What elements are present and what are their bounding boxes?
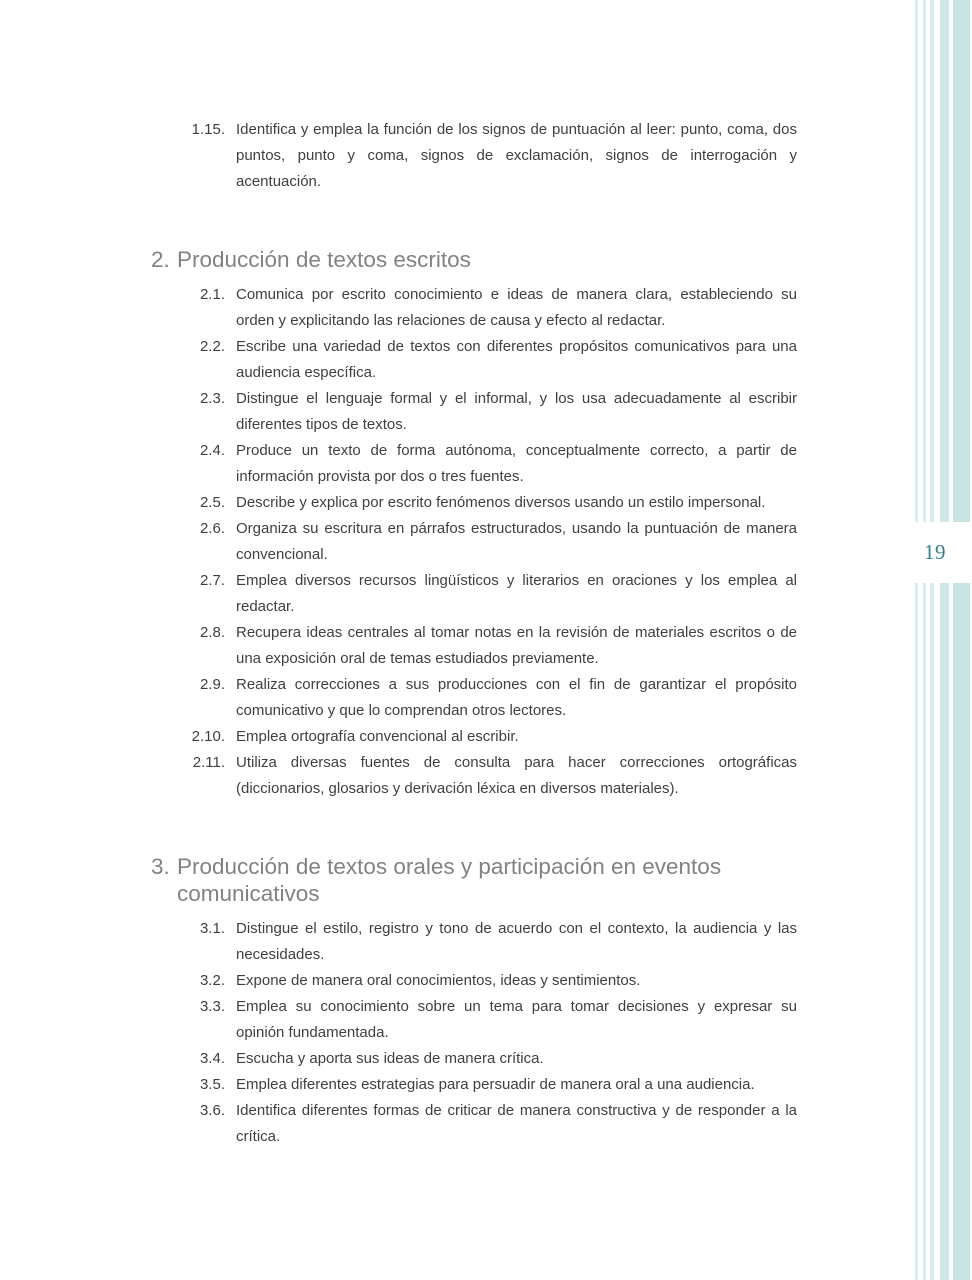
item-number: 3.2. <box>199 972 225 989</box>
item-number: 2.5. <box>199 494 225 511</box>
list-item <box>129 994 829 1046</box>
list-item <box>129 568 829 620</box>
item-number: 2.2. <box>199 338 225 355</box>
item-number: 2.9. <box>199 676 225 693</box>
stripe-medium <box>940 0 949 1280</box>
stripe-thin-3 <box>930 0 934 1280</box>
item-text: Emplea ortografía convencional al escribir. <box>236 728 519 745</box>
item-number: 2.1. <box>199 286 225 303</box>
item-number: 2.11. <box>192 754 225 771</box>
item-text: Produce un texto de forma autónoma, conceptualmente correcto, a partir de información provista por dos o tres fuentes. <box>236 442 797 485</box>
item-text: Escribe una variedad de textos con diferentes propósitos comunicativos para una audiencia específica. <box>236 338 797 381</box>
section-heading <box>129 853 829 907</box>
list-item <box>129 1046 829 1072</box>
item-text: Describe y explica por escrito fenómenos diversos usando un estilo impersonal. <box>236 494 766 511</box>
item-number: 2.8. <box>199 624 225 641</box>
item-text: Distingue el estilo, registro y tono de acuerdo con el contexto, la audiencia y las necesidades. <box>236 920 797 963</box>
section-title: Producción de textos escritos <box>177 247 471 272</box>
item-number: 3.1. <box>199 920 225 937</box>
list-item <box>129 386 829 438</box>
item-text: Distingue el lenguaje formal y el informal, y los usa adecuadamente al escribir diferentes tipos de textos. <box>236 390 797 433</box>
list-item <box>129 1072 829 1098</box>
list-item <box>129 282 829 334</box>
section-number: 2. <box>151 247 170 272</box>
item-text: Emplea diversos recursos lingüísticos y literarios en oraciones y los emplea al redactar. <box>236 572 797 615</box>
item-number: 1.15. <box>191 121 225 138</box>
section-number: 3. <box>151 854 170 879</box>
list-item <box>129 490 829 516</box>
item-text: Expone de manera oral conocimientos, ideas y sentimientos. <box>236 972 641 989</box>
item-number: 3.3. <box>199 998 225 1015</box>
item-text: Realiza correcciones a sus producciones con el fin de garantizar el propósito comunicativo y que lo comprendan otros lectores. <box>236 676 797 719</box>
section-title: Producción de textos orales y participación en eventos comunicativos <box>177 854 722 906</box>
list-item <box>129 750 829 802</box>
item-text: Organiza su escritura en párrafos estructurados, usando la puntuación de manera convencional. <box>236 520 797 563</box>
page-number-box <box>898 522 972 583</box>
list-item <box>129 117 829 195</box>
item-number: 2.7. <box>199 572 225 589</box>
item-number: 2.4. <box>199 442 225 459</box>
item-text: Recupera ideas centrales al tomar notas en la revisión de materiales escritos o de una exposición oral de temas estudiados previamente. <box>236 624 797 667</box>
list-item <box>129 968 829 994</box>
item-number: 2.3. <box>199 390 225 407</box>
document-content <box>129 117 829 1150</box>
list-item <box>129 724 829 750</box>
list-item <box>129 916 829 968</box>
list-item <box>129 1098 829 1150</box>
list-item <box>129 438 829 490</box>
item-text: Utiliza diversas fuentes de consulta para hacer correcciones ortográficas (diccionarios, glosarios y derivación léxica en diversos materiales). <box>236 754 797 797</box>
section-heading <box>129 246 829 273</box>
list-item <box>129 620 829 672</box>
item-text: Emplea diferentes estrategias para persuadir de manera oral a una audiencia. <box>236 1076 755 1093</box>
item-number: 3.5. <box>199 1076 225 1093</box>
item-number: 3.6. <box>199 1102 225 1119</box>
item-number: 3.4. <box>199 1050 225 1067</box>
item-text: Identifica diferentes formas de criticar de manera constructiva y de responder a la crítica. <box>236 1102 797 1145</box>
item-text: Comunica por escrito conocimiento e ideas de manera clara, estableciendo su orden y explicitando las relaciones de causa y efecto al redactar. <box>236 286 797 329</box>
stripe-wide <box>953 0 970 1280</box>
page-number: 19 <box>924 540 946 564</box>
item-text: Emplea su conocimiento sobre un tema para tomar decisiones y expresar su opinión fundamentada. <box>236 998 797 1041</box>
list-item <box>129 672 829 724</box>
list-item <box>129 334 829 386</box>
item-text: Escucha y aporta sus ideas de manera crítica. <box>236 1050 544 1067</box>
stripe-thin-1 <box>915 0 918 1280</box>
item-number: 2.6. <box>199 520 225 537</box>
item-number: 2.10. <box>191 728 225 745</box>
item-text: Identifica y emplea la función de los signos de puntuación al leer: punto, coma, dos puntos, punto y coma, signos de exclamación, signos de interrogación y acentuación. <box>236 121 797 190</box>
stripe-thin-2 <box>923 0 926 1280</box>
list-item <box>129 516 829 568</box>
